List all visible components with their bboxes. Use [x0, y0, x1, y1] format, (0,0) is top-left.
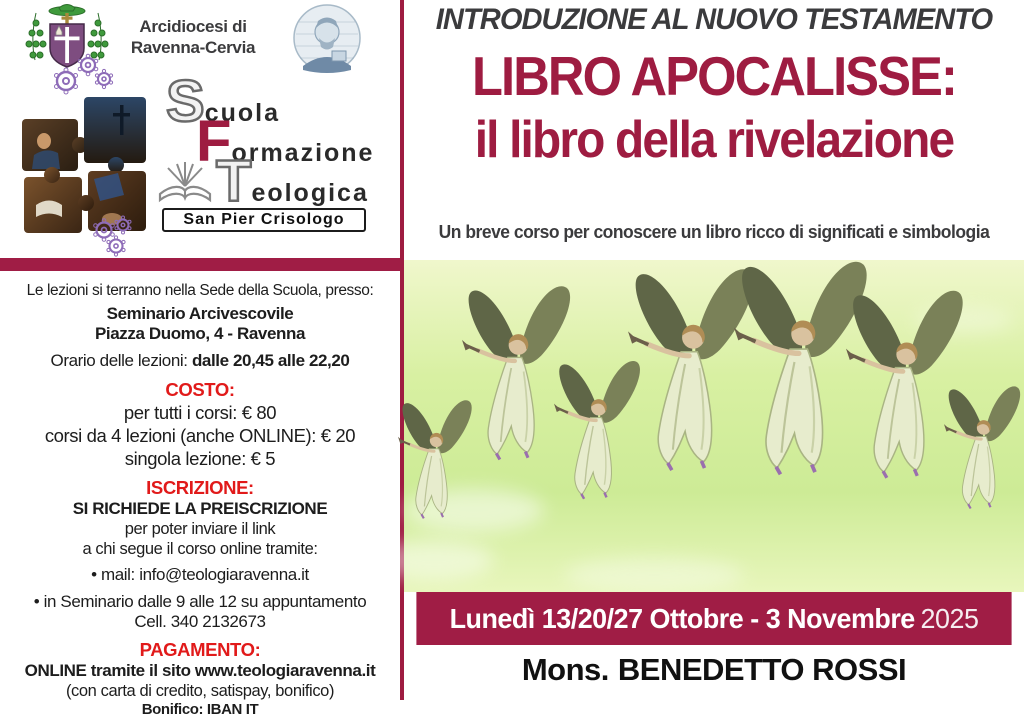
- logo-word-scuola: cuola: [204, 99, 280, 127]
- open-book-icon: [156, 160, 214, 213]
- left-panel: [0, 0, 400, 718]
- enrollment-line1: per poter inviare il link: [124, 520, 276, 538]
- diocese-line1: Arcidiocesi di: [139, 17, 247, 36]
- schedule-value: dalle 20,45 alle 22,20: [191, 351, 350, 370]
- schedule-line: [0, 351, 400, 371]
- course-title-line2: il libro della rivelazione: [474, 111, 954, 169]
- seven-angels-illustration: [404, 260, 1024, 592]
- payment-iban-partial: Bonifico: IBAN IT: [141, 701, 259, 718]
- dates-bar: [416, 592, 1011, 645]
- cost-line-online: corsi da 4 lezioni (anche ONLINE): € 20: [44, 425, 356, 446]
- enrollment-heading: ISCRIZIONE:: [146, 477, 254, 498]
- schedule-label: Orario delle lezioni:: [50, 351, 192, 370]
- contact-inperson: • in Seminario dalle 9 alle 12 su appuntamento: [33, 592, 367, 611]
- left-divider-bar: [0, 258, 400, 271]
- dates-year: 2025: [920, 603, 979, 634]
- cost-line-single: singola lezione: € 5: [124, 448, 276, 469]
- speaker-prefix: Mons.: [521, 652, 609, 687]
- speaker-name: [404, 652, 1024, 688]
- venue-address: Piazza Duomo, 4 - Ravenna: [94, 324, 306, 343]
- course-info: [0, 281, 400, 718]
- course-title-line1: LIBRO APOCALISSE:: [471, 45, 957, 107]
- logo-word-teologica: eologica: [251, 179, 369, 207]
- course-subtitle: Un breve corso per conoscere un libro ricco di significati e simbologia: [438, 222, 990, 242]
- cost-line-all: per tutti i corsi: € 80: [123, 402, 277, 423]
- right-panel: [404, 0, 1024, 700]
- logo-word-formazione: ormazione: [231, 139, 375, 167]
- patron-banner: San Pier Crisologo: [162, 208, 366, 232]
- diocese-name: [108, 16, 278, 58]
- cost-heading: COSTO:: [165, 379, 235, 400]
- logo-row-teologica: [216, 148, 369, 215]
- venue-name: Seminario Arcivescovile: [106, 304, 294, 323]
- venue-intro: Le lezioni si terranno nella Sede della Scuola, presso:: [26, 282, 374, 299]
- dates-text: Lunedì 13/20/27 Ottobre - 3 Novembre: [449, 603, 915, 634]
- saint-portrait-image: [291, 4, 363, 74]
- logo-letter-f: F: [196, 109, 232, 174]
- school-logo: [160, 69, 388, 239]
- logo-letter-t: T: [216, 149, 252, 214]
- enrollment-bold: SI RICHIEDE LA PREISCRIZIONE: [72, 499, 328, 518]
- diocese-line2: Ravenna-Cervia: [130, 38, 256, 57]
- payment-methods: (con carta di credito, satispay, bonifico): [65, 682, 335, 700]
- speaker-fullname: BENEDETTO ROSSI: [617, 652, 907, 687]
- logo-letter-s: S: [166, 69, 205, 134]
- gear-icons-top: [52, 53, 116, 101]
- enrollment-line2: a chi segue il corso online tramite:: [82, 540, 318, 558]
- contact-phone: Cell. 340 2132673: [134, 612, 266, 631]
- contact-mail: • mail: info@teologiaravenna.it: [91, 565, 309, 584]
- course-kicker: INTRODUZIONE AL NUOVO TESTAMENTO: [435, 3, 993, 36]
- payment-online: ONLINE tramite il sito www.teologiaravenna.it: [24, 661, 376, 680]
- gear-icons-bottom: [90, 216, 146, 260]
- payment-heading: PAGAMENTO:: [139, 639, 261, 660]
